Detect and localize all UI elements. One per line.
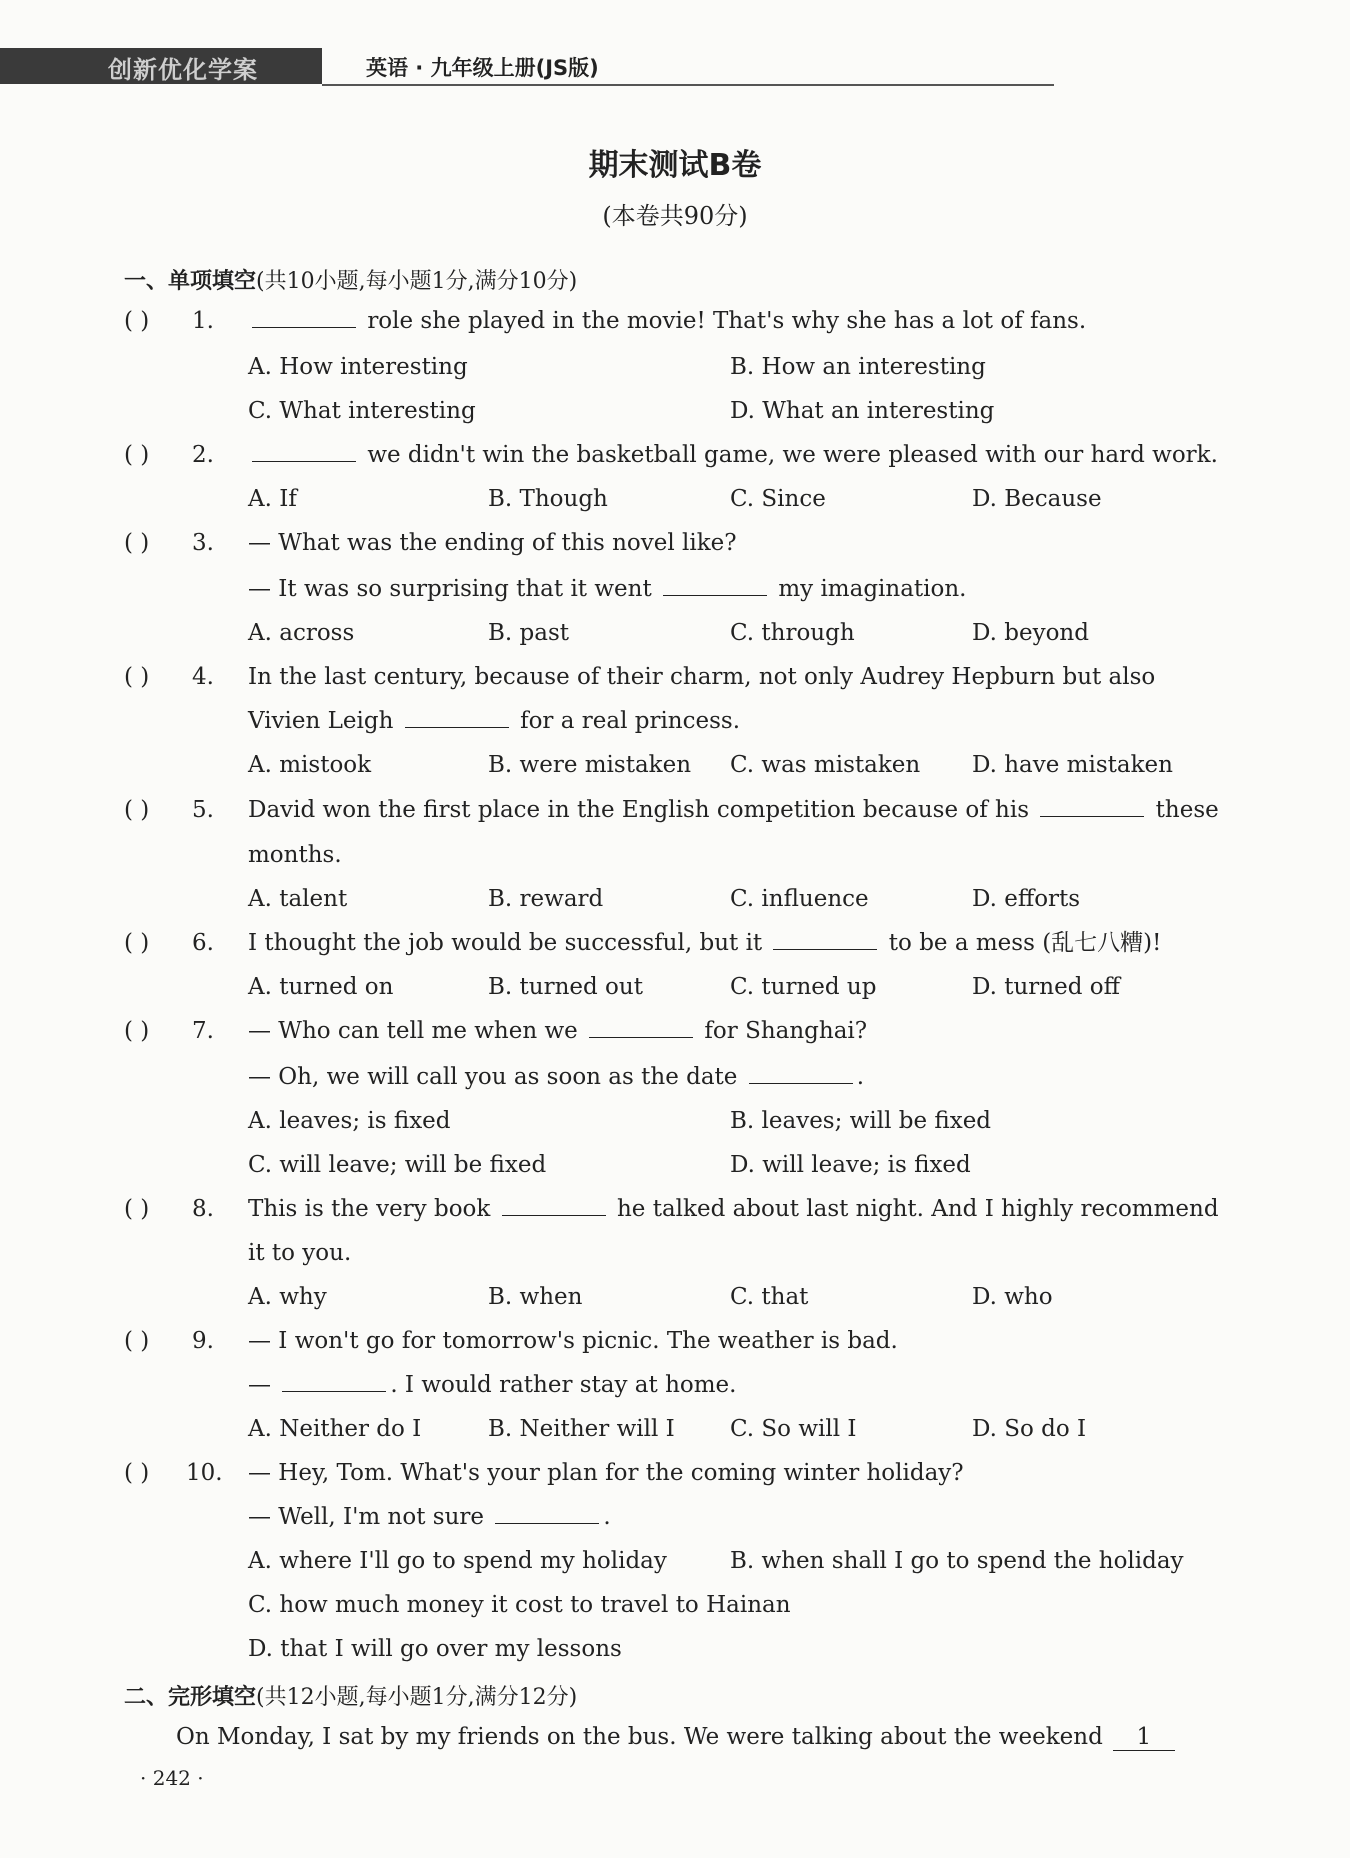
section-1-heading xyxy=(124,264,577,295)
option: B. when xyxy=(488,1284,583,1310)
option: C. through xyxy=(730,620,855,646)
question-3-line-2: — It was so surprising that it went my imagination. xyxy=(248,576,967,602)
answer-bracket[interactable]: ( ) xyxy=(124,797,150,823)
question-10-line-2: — Well, I'm not sure . xyxy=(248,1504,611,1530)
option: A. If xyxy=(248,486,297,512)
question-7-line-2: — Oh, we will call you as soon as the date . xyxy=(248,1064,865,1090)
option: C. What interesting xyxy=(248,398,476,424)
answer-blank xyxy=(773,929,877,950)
answer-blank xyxy=(589,1017,693,1038)
option: A. Neither do I xyxy=(248,1416,422,1442)
option: D. beyond xyxy=(972,620,1089,646)
answer-bracket[interactable]: ( ) xyxy=(124,308,150,334)
question-4-line-1: In the last century, because of their charm, not only Audrey Hepburn but also xyxy=(248,664,1156,690)
question-5-line-1: David won the first place in the English competition because of his these xyxy=(248,797,1219,823)
subject-label: 英语 · 九年级上册(JS版) xyxy=(366,56,599,80)
answer-bracket[interactable]: ( ) xyxy=(124,1196,150,1222)
question-1-text: role she played in the movie! That's why she has a lot of fans. xyxy=(248,306,1086,336)
answer-blank xyxy=(1040,796,1144,817)
option: D. Because xyxy=(972,486,1102,512)
answer-blank xyxy=(252,441,356,462)
option: D. turned off xyxy=(972,974,1120,1000)
option: B. leaves; will be fixed xyxy=(730,1108,992,1134)
section-1-note: (共10小题,每小题1分,满分10分) xyxy=(256,269,578,294)
question-9-line-2: — . I would rather stay at home. xyxy=(248,1372,737,1398)
answer-bracket[interactable]: ( ) xyxy=(124,1460,150,1486)
answer-blank xyxy=(405,707,509,728)
answer-blank xyxy=(502,1195,606,1216)
question-number: 9. xyxy=(192,1328,214,1354)
answer-bracket[interactable]: ( ) xyxy=(124,664,150,690)
question-number: 5. xyxy=(192,797,214,823)
question-7-line-1: — Who can tell me when we for Shanghai? xyxy=(248,1018,868,1044)
option: C. how much money it cost to travel to Hainan xyxy=(248,1592,791,1618)
option: D. that I will go over my lessons xyxy=(248,1636,622,1662)
answer-blank xyxy=(749,1063,853,1084)
option: C. was mistaken xyxy=(730,752,921,778)
answer-blank xyxy=(663,575,767,596)
option: A. How interesting xyxy=(248,354,468,380)
option: A. turned on xyxy=(248,974,394,1000)
answer-bracket[interactable]: ( ) xyxy=(124,1018,150,1044)
question-number: 3. xyxy=(192,530,214,556)
option: A. mistook xyxy=(248,752,372,778)
answer-bracket[interactable]: ( ) xyxy=(124,442,150,468)
page-subtitle: (本卷共90分) xyxy=(602,202,748,230)
option: B. reward xyxy=(488,886,604,912)
option: B. were mistaken xyxy=(488,752,692,778)
option: B. turned out xyxy=(488,974,643,1000)
question-6-text: I thought the job would be successful, but it to be a mess (乱七八糟)! xyxy=(248,930,1162,956)
option: C. influence xyxy=(730,886,869,912)
answer-blank xyxy=(282,1371,386,1392)
section-2-note: (共12小题,每小题1分,满分12分) xyxy=(256,1685,578,1710)
option: A. across xyxy=(248,620,355,646)
option: A. why xyxy=(248,1284,327,1310)
question-4-line-2: Vivien Leigh for a real princess. xyxy=(248,708,741,734)
answer-blank xyxy=(495,1503,599,1524)
question-8-line-2: it to you. xyxy=(248,1240,352,1266)
question-number: 7. xyxy=(192,1018,214,1044)
page-title: 期末测试B卷 xyxy=(588,148,762,183)
option: D. have mistaken xyxy=(972,752,1173,778)
cloze-passage: On Monday, I sat by my friends on the bus. We were talking about the weekend 1 xyxy=(176,1724,1175,1751)
option: B. Though xyxy=(488,486,608,512)
question-5-line-2: months. xyxy=(248,842,342,868)
option: A. talent xyxy=(248,886,348,912)
option: C. turned up xyxy=(730,974,877,1000)
option: C. So will I xyxy=(730,1416,857,1442)
header-rule xyxy=(322,84,1054,86)
answer-bracket[interactable]: ( ) xyxy=(124,930,150,956)
cloze-blank[interactable]: 1 xyxy=(1113,1724,1175,1751)
question-9-line-1: — I won't go for tomorrow's picnic. The weather is bad. xyxy=(248,1328,898,1354)
option: B. How an interesting xyxy=(730,354,986,380)
question-3-line-1: — What was the ending of this novel like? xyxy=(248,530,737,556)
answer-blank xyxy=(252,307,356,328)
question-number: 2. xyxy=(192,442,214,468)
section-2-heading xyxy=(124,1680,577,1711)
question-10-line-1: — Hey, Tom. What's your plan for the coming winter holiday? xyxy=(248,1460,964,1486)
option: B. past xyxy=(488,620,570,646)
option: D. So do I xyxy=(972,1416,1087,1442)
answer-bracket[interactable]: ( ) xyxy=(124,1328,150,1354)
section-2-title: 二、完形填空 xyxy=(124,1685,257,1710)
option: B. Neither will I xyxy=(488,1416,675,1442)
option: C. Since xyxy=(730,486,826,512)
page-number: · 242 · xyxy=(140,1766,204,1790)
option: A. where I'll go to spend my holiday xyxy=(248,1548,667,1574)
option: D. who xyxy=(972,1284,1053,1310)
section-1-title: 一、单项填空 xyxy=(124,269,257,294)
option: D. will leave; is fixed xyxy=(730,1152,971,1178)
question-number: 4. xyxy=(192,664,214,690)
option: B. when shall I go to spend the holiday xyxy=(730,1548,1184,1574)
option: D. What an interesting xyxy=(730,398,995,424)
question-number: 10. xyxy=(186,1460,223,1486)
brand-logo: 创新优化学案 xyxy=(108,56,258,84)
option: D. efforts xyxy=(972,886,1081,912)
question-8-line-1: This is the very book he talked about last night. And I highly recommend xyxy=(248,1196,1219,1222)
option: C. will leave; will be fixed xyxy=(248,1152,547,1178)
question-number: 8. xyxy=(192,1196,214,1222)
question-number: 6. xyxy=(192,930,214,956)
option: C. that xyxy=(730,1284,809,1310)
question-2-text: we didn't win the basketball game, we were pleased with our hard work. xyxy=(248,440,1218,470)
answer-bracket[interactable]: ( ) xyxy=(124,530,150,556)
option: A. leaves; is fixed xyxy=(248,1108,451,1134)
question-number: 1. xyxy=(192,308,214,334)
